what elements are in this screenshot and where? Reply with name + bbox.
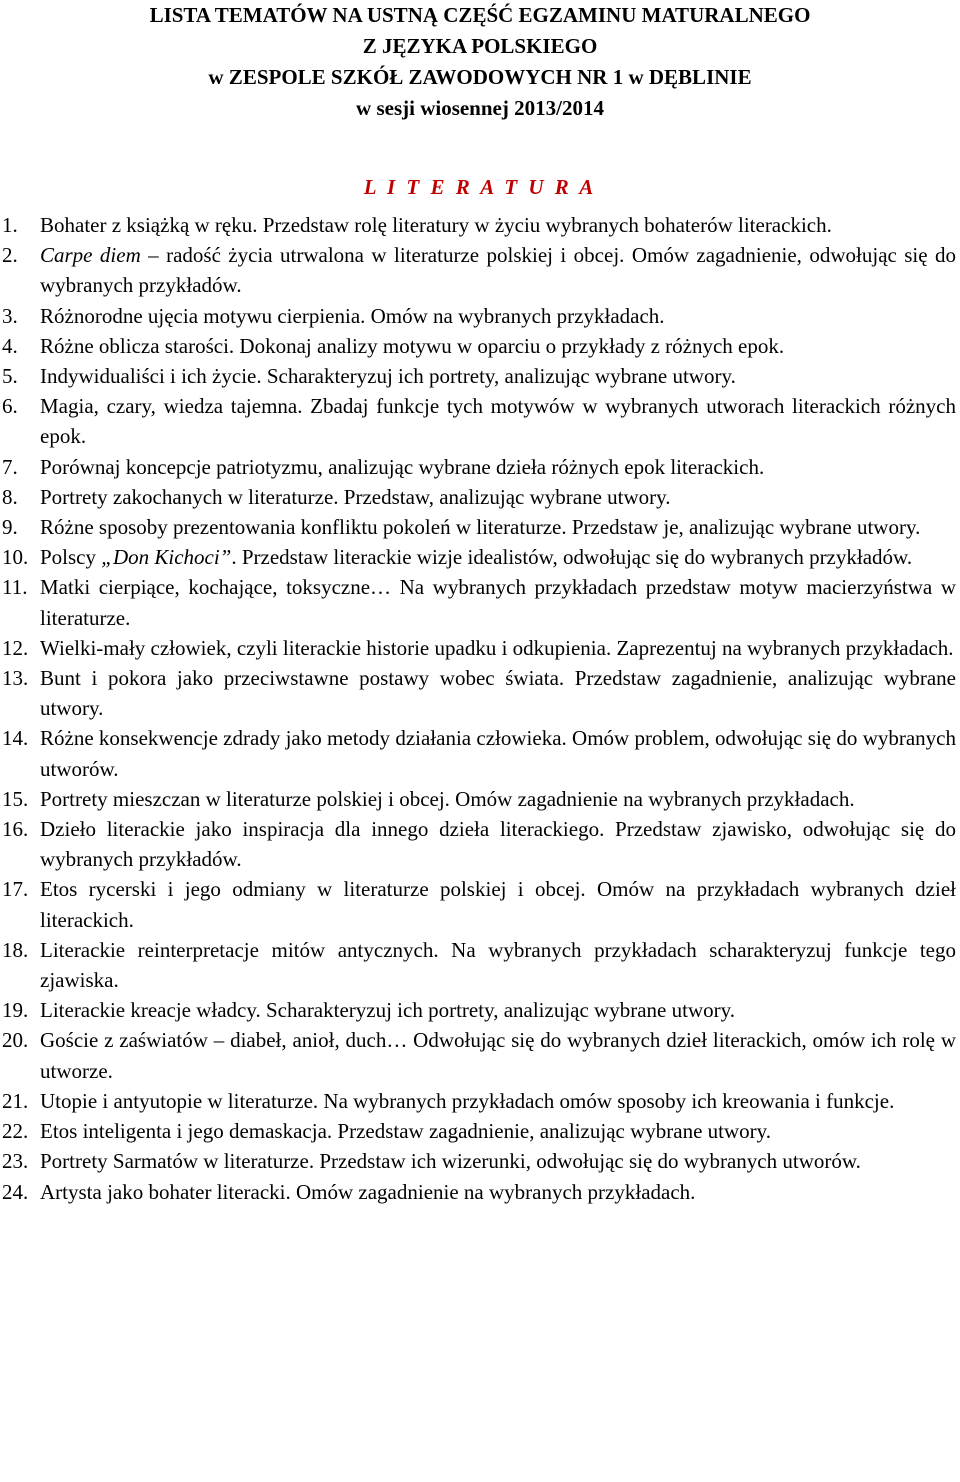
- topic-number: 4.: [2, 333, 18, 358]
- topic-text: Literackie reinterpretacje mitów antycznych. Na wybranych przykładach scharakteryzuj funkcje tego zjawiska.: [40, 937, 956, 993]
- list-item: [0, 361, 960, 391]
- topic-number: 3.: [2, 303, 18, 328]
- header-line-3: w ZESPOLE SZKÓŁ ZAWODOWYCH NR 1 w DĘBLINIE: [208, 65, 752, 89]
- topic-text: Portrety Sarmatów w literaturze. Przedstaw ich wizerunki, odwołując się do wybranych utworów.: [40, 1149, 861, 1174]
- topic-text: Różne konsekwencje zdrady jako metody działania człowieka. Omów problem, odwołując się do wybranych utworów.: [40, 726, 956, 781]
- list-item: [0, 814, 960, 874]
- list-item: [0, 633, 960, 663]
- topic-text-italic: Carpe diem: [40, 243, 141, 268]
- list-item: [0, 542, 960, 572]
- topic-number: 6.: [2, 394, 18, 419]
- list-item: [0, 1146, 960, 1176]
- list-item: [0, 391, 960, 451]
- list-item: [0, 301, 960, 331]
- topic-text: Goście z zaświatów – diabeł, anioł, duch… Odwołując się do wybranych dzieł literackich, omów ich rolę w utworze.: [40, 1028, 956, 1083]
- topic-text: Artysta jako bohater literacki. Omów zagadnienie na wybranych przykładach.: [40, 1179, 696, 1204]
- list-item: [0, 452, 960, 482]
- list-item: [0, 512, 960, 542]
- topic-number: 10.: [2, 545, 29, 570]
- list-item: [0, 210, 960, 240]
- topic-number: 2.: [2, 243, 18, 268]
- topic-number: 17.: [2, 877, 29, 902]
- topic-text: . Przedstaw literackie wizje idealistów, odwołując się do wybranych przykładów.: [231, 545, 913, 570]
- topic-number: 5.: [2, 364, 18, 389]
- topic-number: 13.: [2, 666, 29, 691]
- list-item: [0, 240, 960, 300]
- header-line-1: LISTA TEMATÓW NA USTNĄ CZĘŚĆ EGZAMINU MATURALNEGO: [149, 3, 811, 27]
- list-item: [0, 482, 960, 512]
- topic-number: 19.: [2, 998, 29, 1023]
- topic-text: Wielki-mały człowiek, czyli literackie historie upadku i odkupienia. Zaprezentuj na wybranych przykładach.: [40, 635, 954, 660]
- topic-text-prefix: Polscy: [40, 545, 102, 570]
- topic-number: 23.: [2, 1149, 29, 1174]
- header-line-4: w sesji wiosennej 2013/2014: [356, 96, 604, 120]
- topic-text: Różne sposoby prezentowania konfliktu pokoleń w literaturze. Przedstaw je, analizując wybrane utwory.: [40, 515, 921, 540]
- list-item: [0, 572, 960, 632]
- list-item: [0, 663, 960, 723]
- topic-text: Utopie i antyutopie w literaturze. Na wybranych przykładach omów sposoby ich kreowania i funkcje.: [40, 1088, 895, 1113]
- topic-text: Magia, czary, wiedza tajemna. Zbadaj funkcje tych motywów w wybranych utworach literackich różnych epok.: [40, 394, 956, 449]
- topic-text: Różnorodne ujęcia motywu cierpienia. Omów na wybranych przykładach.: [40, 303, 665, 328]
- list-item: [0, 1177, 960, 1207]
- topic-text: Bohater z książką w ręku. Przedstaw rolę literatury w życiu wybranych bohaterów literackich.: [40, 213, 832, 237]
- topic-text: Portrety mieszczan w literaturze polskiej i obcej. Omów zagadnienie na wybranych przykładach.: [40, 786, 855, 811]
- topic-number: 22.: [2, 1119, 29, 1144]
- topic-text: Różne oblicza starości. Dokonaj analizy motywu w oparciu o przykłady z różnych epok.: [40, 333, 785, 358]
- document-header: [0, 0, 960, 124]
- topic-text: Dzieło literackie jako inspiracja dla innego dzieła literackiego. Przedstaw zjawisko, odwołując się do wybranych przykładów.: [40, 817, 956, 872]
- topic-text: Etos inteligenta i jego demaskacja. Przedstaw zagadnienie, analizując wybrane utwory.: [40, 1119, 772, 1144]
- topic-number: 12.: [2, 635, 29, 660]
- topic-number: 20.: [2, 1028, 29, 1053]
- topic-text: Portrety zakochanych w literaturze. Przedstaw, analizując wybrane utwory.: [40, 484, 671, 509]
- list-item: [0, 331, 960, 361]
- list-item: [0, 935, 960, 995]
- topic-text: Indywidualiści i ich życie. Scharakteryzuj ich portrety, analizując wybrane utwory.: [40, 364, 736, 389]
- list-item: [0, 784, 960, 814]
- header-line-2: Z JĘZYKA POLSKIEGO: [362, 34, 598, 58]
- topic-text: Etos rycerski i jego odmiany w literaturze polskiej i obcej. Omów na przykładach wybranych dzieł literackich.: [40, 877, 956, 932]
- topic-text: Matki cierpiące, kochające, toksyczne… Na wybranych przykładach przedstaw motyw macierzyństwa w literaturze.: [40, 575, 956, 630]
- topic-number: 16.: [2, 817, 29, 842]
- topic-number: 14.: [2, 726, 29, 751]
- topic-number: 18.: [2, 937, 29, 962]
- topic-number: 7.: [2, 454, 18, 479]
- topic-text: Porównaj koncepcje patriotyzmu, analizując wybrane dzieła różnych epok literackich.: [40, 454, 765, 479]
- list-item: [0, 1086, 960, 1116]
- topic-number: 11.: [2, 575, 28, 600]
- topic-number: 8.: [2, 484, 18, 509]
- list-item: [0, 723, 960, 783]
- list-item: [0, 874, 960, 934]
- topic-number: 21.: [2, 1088, 29, 1113]
- topic-text-italic: „Don Kichoci”: [101, 545, 232, 570]
- topic-text: – radość życia utrwalona w literaturze polskiej i obcej. Omów zagadnienie, odwołując się do wybranych przykładów.: [40, 243, 956, 298]
- topic-number: 9.: [2, 515, 18, 540]
- list-item: [0, 1116, 960, 1146]
- topic-text: Literackie kreacje władcy. Scharakteryzuj ich portrety, analizując wybrane utwory.: [40, 998, 735, 1023]
- list-item: [0, 1025, 960, 1085]
- topic-number: 1.: [2, 213, 18, 237]
- topic-list: [0, 210, 960, 1207]
- topic-text: Bunt i pokora jako przeciwstawne postawy wobec świata. Przedstaw zagadnienie, analizując wybrane utwory.: [40, 666, 956, 721]
- topic-number: 24.: [2, 1179, 29, 1204]
- list-item: [0, 995, 960, 1025]
- section-title: L I T E R A T U R A: [363, 175, 597, 199]
- topic-number: 15.: [2, 786, 29, 811]
